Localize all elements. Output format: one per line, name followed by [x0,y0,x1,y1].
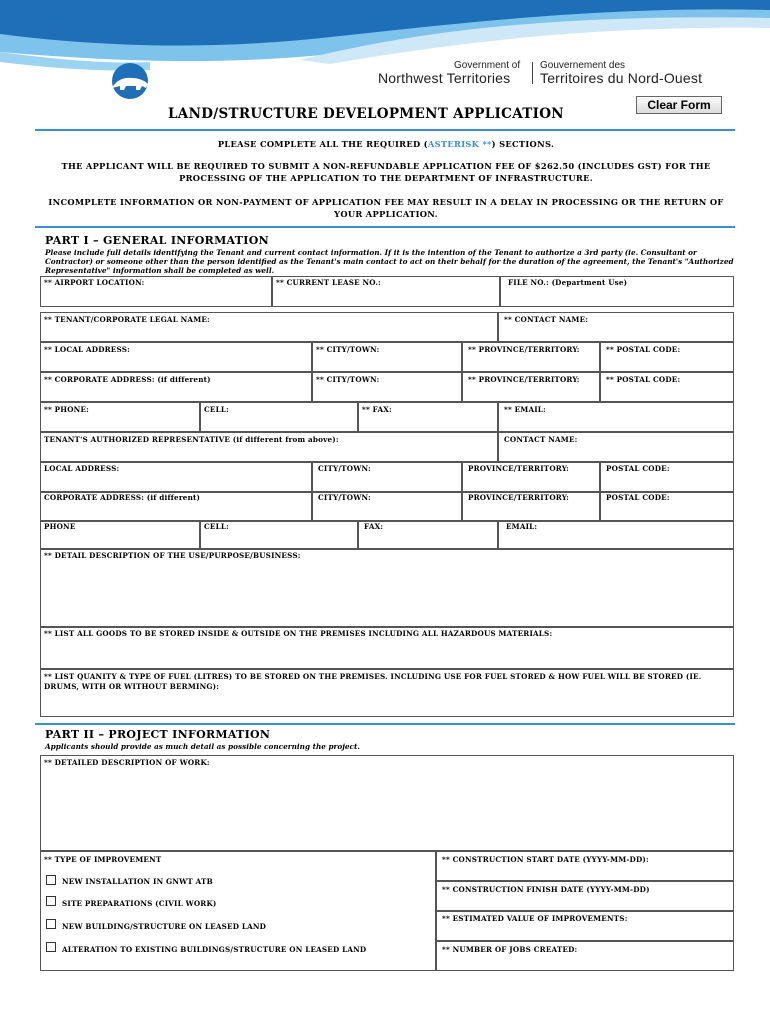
required-text-a: PLEASE COMPLETE ALL THE REQUIRED ( [217,139,428,149]
airport-location-label: ** AIRPORT LOCATION: [44,278,145,287]
goods-label: ** LIST ALL GOODS TO BE STORED INSIDE & OUTSIDE ON THE PREMISES INCLUDING ALL HAZARDOUS MATERIALS: [44,629,553,638]
site-preparations-checkbox[interactable] [46,896,56,906]
rep-corp-address-label: CORPORATE ADDRESS: (if different) [44,493,201,502]
work-description-field[interactable] [40,755,734,851]
cell-label: CELL: [204,405,229,414]
fuel-label: ** LIST QUANITY & TYPE OF FUEL (LITRES) TO BE STORED ON THE PREMISES. INCLUDING USE FOR FUEL STORED & HOW FUEL WILL BE STORED (IE. DRUMS, WITH OR WITHOUT BERMING): [44,672,702,691]
part2-instructions: Applicants should provide as much detail as possible concerning the project. [45,742,360,751]
rep-province-label: PROVINCE/TERRITORY: [468,464,570,473]
construction-finish-label: ** CONSTRUCTION FINISH DATE (YYYY-MM-DD) [442,885,650,894]
title-divider [35,129,735,131]
required-text-c: ) SECTIONS. [491,139,555,149]
fax-req-label: ** FAX: [362,405,392,414]
rep-contact-name-label: CONTACT NAME: [504,435,578,444]
page-header [0,0,770,100]
rep-corp-city-label: CITY/TOWN: [318,493,371,502]
corp-address-req-label: ** CORPORATE ADDRESS: (if different) [44,375,211,384]
corp-province-req-label: ** PROVINCE/TERRITORY: [468,375,580,384]
part2-divider [35,723,735,725]
jobs-created-label: ** NUMBER OF JOBS CREATED: [442,945,578,954]
rep-phone-label: PHONE [44,522,76,531]
incomplete-notice: INCOMPLETE INFORMATION OR NON-PAYMENT OF APPLICATION FEE MAY RESULT IN A DELAY IN PROCESSING OR THE RETURN OF YOUR APPLICATION. [48,197,724,219]
corp-postal-req-label: ** POSTAL CODE: [606,375,681,384]
detail-use-label: ** DETAIL DESCRIPTION OF THE USE/PURPOSE/BUSINESS: [44,551,301,560]
contact-name-req-label: ** CONTACT NAME: [504,315,589,324]
required-notice [36,138,736,150]
alteration-label: ALTERATION TO EXISTING BUILDINGS/STRUCTURE ON LEASED LAND [62,945,367,954]
asterisk-text: ASTERISK ** [427,139,492,149]
email-req-label: ** EMAIL: [504,405,546,414]
gnwt-logo-icon [100,62,160,100]
detail-use-field[interactable] [40,549,734,627]
rep-corp-postal-label: POSTAL CODE: [606,493,670,502]
phone-req-label: ** PHONE: [44,405,89,414]
rep-fax-label: FAX: [364,522,384,531]
gov-fr-big-text: Territoires du Nord-Ouest [540,70,703,86]
rep-email-label: EMAIL: [506,522,538,531]
tenant-name-label: ** TENANT/CORPORATE LEGAL NAME: [44,315,210,324]
rep-local-address-label: LOCAL ADDRESS: [44,464,120,473]
rep-corp-province-label: PROVINCE/TERRITORY: [468,493,570,502]
new-installation-label: NEW INSTALLATION IN GNWT ATB [62,877,213,886]
rep-name-label: TENANT'S AUTHORIZED REPRESENTATIVE (if different from above): [44,435,339,444]
new-building-checkbox[interactable] [46,919,56,929]
fee-notice: THE APPLICANT WILL BE REQUIRED TO SUBMIT A NON-REFUNDABLE APPLICATION FEE OF $262.50 (INCLUDES GST) FOR THE PROCESSING OF THE APPLICATION TO THE DEPARTMENT OF INFRASTRUCTURE. [61,161,711,183]
part1-title: PART I – GENERAL INFORMATION [45,234,269,247]
work-description-label: ** DETAILED DESCRIPTION OF WORK: [44,758,210,767]
site-preparations-label: SITE PREPARATIONS (CIVIL WORK) [62,899,217,908]
estimated-value-label: ** ESTIMATED VALUE OF IMPROVEMENTS: [442,914,628,923]
rep-city-label: CITY/TOWN: [318,464,371,473]
gov-en-big-text: Northwest Territories [378,70,511,86]
alteration-checkbox[interactable] [46,942,56,952]
city-req-label: ** CITY/TOWN: [316,345,380,354]
gov-fr-small-text: Gouvernement des [540,60,626,71]
rep-postal-label: POSTAL CODE: [606,464,670,473]
current-lease-label: ** CURRENT LEASE NO.: [276,278,381,287]
type-of-improvement-label: ** TYPE OF IMPROVEMENT [44,855,162,864]
new-installation-checkbox[interactable] [46,875,56,885]
file-no-label: FILE NO.: (Department Use) [508,278,628,287]
header-divider [532,62,533,84]
local-address-req-label: ** LOCAL ADDRESS: [44,345,130,354]
new-building-label: NEW BUILDING/STRUCTURE ON LEASED LAND [62,922,267,931]
rep-cell-label: CELL: [204,522,229,531]
part1-divider [35,226,735,228]
construction-start-label: ** CONSTRUCTION START DATE (YYYY-MM-DD): [442,855,649,864]
gov-en-small-text: Government of [454,60,521,71]
province-req-label: ** PROVINCE/TERRITORY: [468,345,580,354]
postal-req-label: ** POSTAL CODE: [606,345,681,354]
clear-form-button[interactable]: Clear Form [636,96,722,114]
part1-instructions: Please include full details identifying the Tenant and current contact information. If it is the intention of the Tenant to authorize a 3rd party (ie. Consultant or Contractor) or someone other than the person identified as the Tenant's main contact to act on their behalf for the duration of the agreement, the Tenant's "Authorized Representative" information shall be completed as well. [45,248,734,275]
corp-city-req-label: ** CITY/TOWN: [316,375,380,384]
page-title: LAND/STRUCTURE DEVELOPMENT APPLICATION [168,106,564,122]
part2-title: PART II – PROJECT INFORMATION [45,728,271,741]
